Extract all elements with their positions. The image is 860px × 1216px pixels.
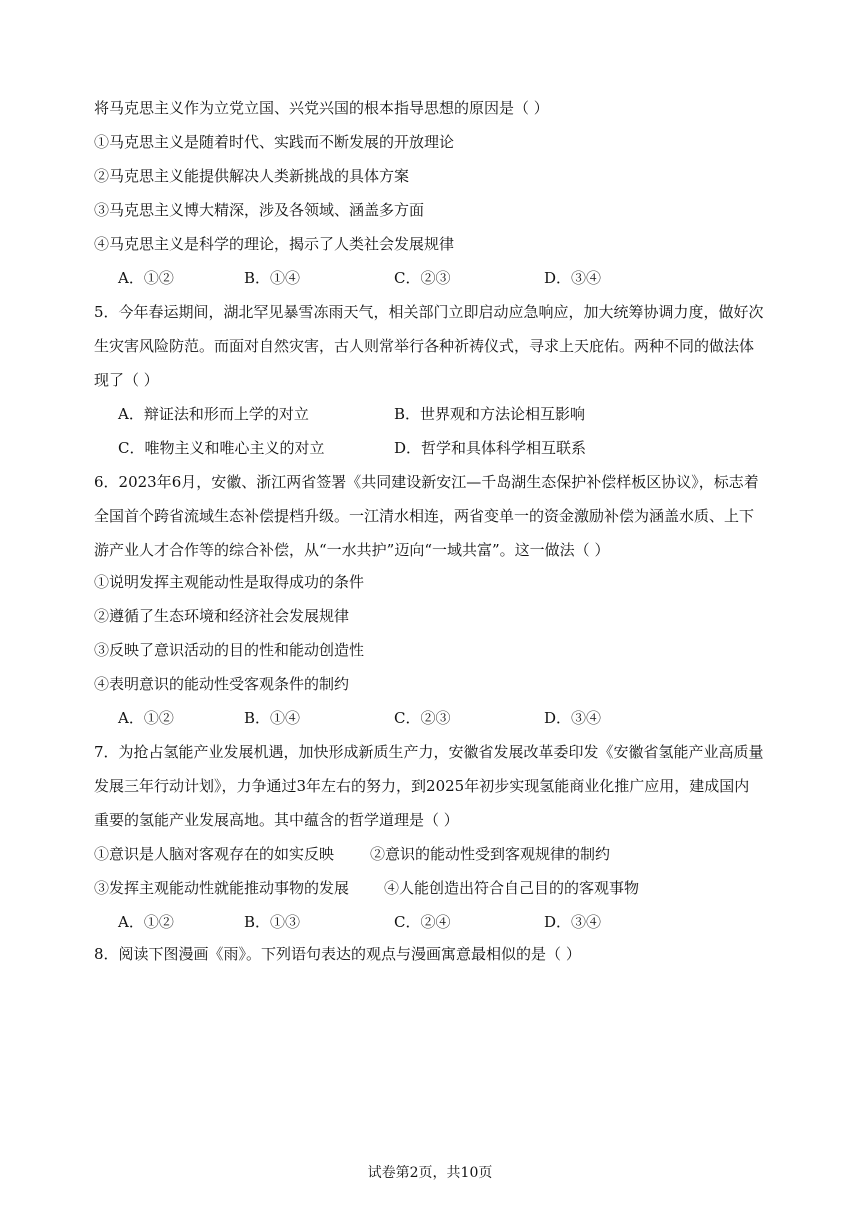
- question-6-option-d[interactable]: D．③④: [544, 709, 602, 727]
- question-6-item-3: ③反映了意识活动的目的性和能动创造性: [94, 641, 365, 659]
- question-4-item-4: ④马克思主义是科学的理论，揭示了人类社会发展规律: [94, 235, 455, 253]
- question-7-item-1: ①意识是人脑对客观存在的如实反映: [94, 845, 335, 863]
- question-6-line-3: 游产业人才合作等的综合补偿，从“一水共护”迈向“一域共富”。这一做法（ ）: [94, 541, 610, 559]
- question-5-line-2: 生灾害风险防范。而面对自然灾害，古人则常举行各种祈祷仪式，寻求上天庇佑。两种不同的做法体: [94, 337, 755, 355]
- question-6-item-2: ②遵循了生态环境和经济社会发展规律: [94, 607, 350, 625]
- question-6-item-1: ①说明发挥主观能动性是取得成功的条件: [94, 573, 365, 591]
- question-7-item-2: ②意识的能动性受到客观规律的制约: [370, 845, 611, 863]
- question-6-item-4: ④表明意识的能动性受客观条件的制约: [94, 675, 350, 693]
- question-7-line-3: 重要的氢能产业发展高地。其中蕴含的哲学道理是（ ）: [94, 811, 459, 829]
- question-7-option-d[interactable]: D．③④: [544, 913, 602, 931]
- question-4-option-a[interactable]: A．①②: [118, 269, 174, 287]
- question-4-option-c[interactable]: C．②③: [394, 269, 451, 287]
- question-5-option-b[interactable]: B．世界观和方法论相互影响: [394, 405, 586, 423]
- question-5-option-c[interactable]: C．唯物主义和唯心主义的对立: [118, 439, 325, 457]
- question-7-items-row-1: [94, 844, 611, 864]
- question-5-line-3: 现了（ ）: [94, 371, 159, 389]
- question-7-items-row-2: [94, 878, 640, 898]
- question-7-option-c[interactable]: C．②④: [394, 913, 451, 931]
- question-7-option-b[interactable]: B．①③: [244, 913, 301, 931]
- question-6-option-c[interactable]: C．②③: [394, 709, 451, 727]
- question-4-option-d[interactable]: D．③④: [544, 269, 602, 287]
- question-6-line-1: 6．2023年6月，安徽、浙江两省签署《共同建设新安江—千岛湖生态保护补偿样板区协议》，标志着: [94, 473, 759, 491]
- question-5-line-1: 5．今年春运期间，湖北罕见暴雪冻雨天气，相关部门立即启动应急响应，加大统筹协调力度，做好次: [94, 303, 764, 321]
- question-6-line-2: 全国首个跨省流域生态补偿提档升级。一江清水相连，两省变单一的资金激励补偿为涵盖水质、上下: [94, 507, 755, 525]
- question-4-stem: 将马克思主义作为立党立国、兴党兴国的根本指导思想的原因是（ ）: [94, 99, 549, 117]
- question-7-item-4: ④人能创造出符合自己目的的客观事物: [384, 879, 640, 897]
- question-4-item-1: ①马克思主义是随着时代、实践而不断发展的开放理论: [94, 133, 455, 151]
- question-7-line-1: 7．为抢占氢能产业发展机遇，加快形成新质生产力，安徽省发展改革委印发《安徽省氢能产业高质量: [94, 743, 764, 761]
- question-7-item-3: ③发挥主观能动性就能推动事物的发展: [94, 879, 350, 897]
- question-4-option-b[interactable]: B．①④: [244, 269, 301, 287]
- question-4-item-2: ②马克思主义能提供解决人类新挑战的具体方案: [94, 167, 410, 185]
- question-4-item-3: ③马克思主义博大精深，涉及各领域、涵盖多方面: [94, 201, 425, 219]
- question-5-option-d[interactable]: D．哲学和具体科学相互联系: [394, 439, 587, 457]
- question-6-option-a[interactable]: A．①②: [118, 709, 174, 727]
- question-6-option-b[interactable]: B．①④: [244, 709, 301, 727]
- question-7-option-a[interactable]: A．①②: [118, 913, 174, 931]
- page-footer: 试卷第2页，共10页: [367, 1165, 493, 1181]
- question-7-line-2: 发展三年行动计划》，力争通过3年左右的努力，到2025年初步实现氢能商业化推广应用，建成国内: [94, 777, 750, 795]
- question-5-option-a[interactable]: A．辩证法和形而上学的对立: [118, 405, 309, 423]
- question-8-stem: 8．阅读下图漫画《雨》。下列语句表达的观点与漫画寓意最相似的是（ ）: [94, 945, 581, 963]
